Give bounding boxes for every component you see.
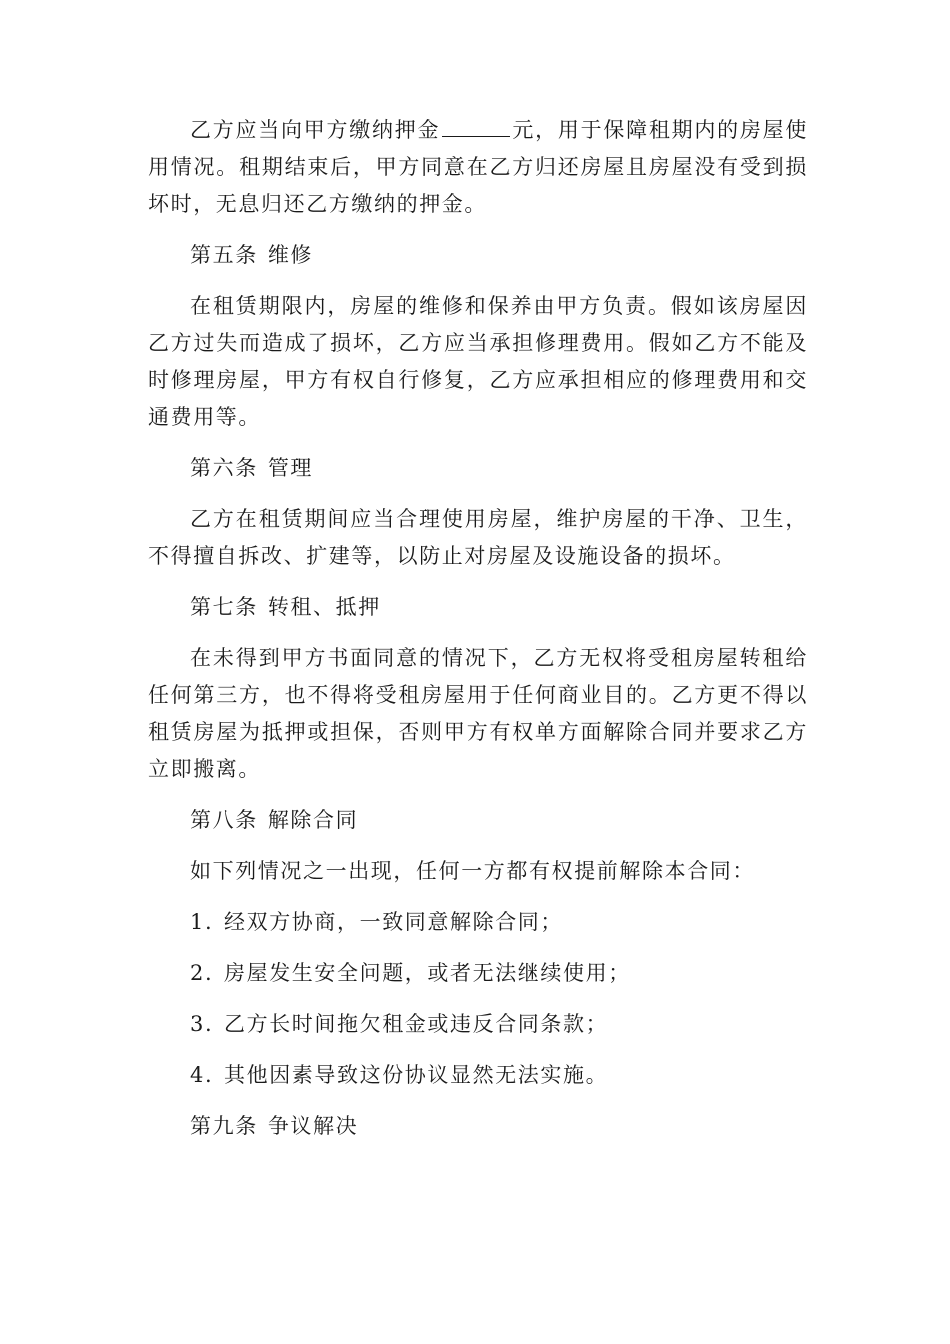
- article-5-title: 维修: [267, 243, 314, 267]
- list-item: [148, 955, 808, 992]
- deposit-paragraph: [148, 112, 808, 223]
- article-9-title: 争议解决: [267, 1114, 359, 1138]
- article-9-number: 第九条: [190, 1114, 258, 1138]
- article-8-title: 解除合同: [267, 808, 359, 832]
- list-item: [148, 1006, 808, 1043]
- list-item-number: 2.: [190, 961, 214, 985]
- list-item-number: 4.: [190, 1063, 214, 1087]
- list-item-number: 3.: [190, 1012, 214, 1036]
- article-6-body: 乙方在租赁期间应当合理使用房屋，维护房屋的干净、卫生，不得擅自拆改、扩建等，以防止对房屋及设施设备的损坏。: [148, 507, 808, 568]
- list-item-number: 1.: [190, 910, 214, 934]
- article-6-heading: [148, 450, 808, 487]
- article-7-heading: [148, 589, 808, 626]
- article-5-body: 在租赁期限内，房屋的维修和保养由甲方负责。假如该房屋因乙方过失而造成了损坏，乙方应当承担修理费用。假如乙方不能及时修理房屋，甲方有权自行修复，乙方应承担相应的修理费用和交通费用等。: [148, 294, 808, 429]
- article-7-number: 第七条: [190, 595, 258, 619]
- article-6-number: 第六条: [190, 456, 258, 480]
- article-8-heading: [148, 802, 808, 839]
- article-6-title: 管理: [267, 456, 314, 480]
- list-item: [148, 904, 808, 941]
- article-5-number: 第五条: [190, 243, 258, 267]
- list-item-text: 房屋发生安全问题，或者无法继续使用；: [224, 961, 631, 985]
- deposit-text-before: 乙方应当向甲方缴纳押金: [190, 118, 441, 142]
- list-item-text: 乙方长时间拖欠租金或违反合同条款；: [224, 1012, 609, 1036]
- deposit-amount-blank: [442, 116, 510, 137]
- article-7-body: 在未得到甲方书面同意的情况下，乙方无权将受租房屋转租给任何第三方，也不得将受租房屋用于任何商业目的。乙方更不得以租赁房屋为抵押或担保，否则甲方有权单方面解除合同并要求乙方立即搬离。: [148, 646, 808, 781]
- list-item-text: 其他因素导致这份协议显然无法实施。: [224, 1063, 609, 1087]
- article-7-title: 转租、抵押: [267, 595, 381, 619]
- article-9-heading: [148, 1108, 808, 1145]
- article-8-intro: 如下列情况之一出现，任何一方都有权提前解除本合同：: [190, 859, 755, 883]
- deposit-text-after: 元，用于保障租期内的房屋使用情况。租期结束后，甲方同意在乙方归还房屋且房屋没有受到损坏时，无息归还乙方缴纳的押金。: [148, 118, 808, 216]
- list-item: [148, 1057, 808, 1094]
- article-5-heading: [148, 237, 808, 274]
- list-item-text: 经双方协商，一致同意解除合同；: [224, 910, 563, 934]
- document-content: [148, 112, 808, 1159]
- article-8-number: 第八条: [190, 808, 258, 832]
